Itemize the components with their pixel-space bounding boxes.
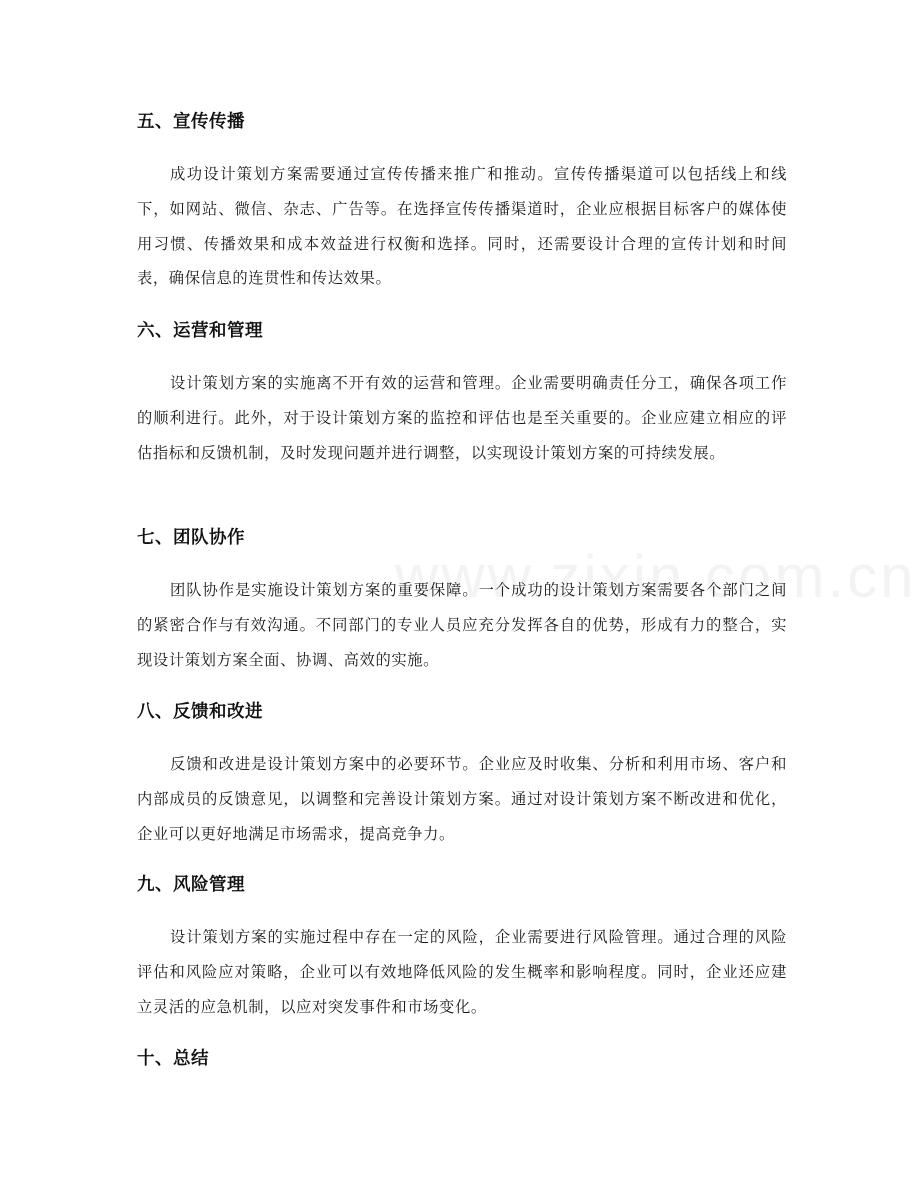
section-heading: 十、总结: [137, 1049, 209, 1069]
section-publicity: [137, 110, 787, 296]
section-heading: 五、宣传传播: [137, 112, 245, 132]
section-summary: [137, 1047, 787, 1071]
section-feedback: [137, 700, 787, 851]
section-risk: [137, 873, 787, 1024]
section-paragraph: 成功设计策划方案需要通过宣传传播来推广和推动。宣传传播渠道可以包括线上和线下，如网站、微信、杂志、广告等。在选择宣传传播渠道时，企业应根据目标客户的媒体使用习惯、传播效果和成本效益进行权衡和选择。同时，还需要设计合理的宣传计划和时间表，确保信息的连贯性和传达效果。: [137, 165, 787, 288]
section-paragraph: 设计策划方案的实施过程中存在一定的风险，企业需要进行风险管理。通过合理的风险评估和风险应对策略，企业可以有效地降低风险的发生概率和影响程度。同时，企业还应建立灵活的应急机制，以应对突发事件和市场变化。: [137, 928, 787, 1016]
section-paragraph: 设计策划方案的实施离不开有效的运营和管理。企业需要明确责任分工，确保各项工作的顺利进行。此外，对于设计策划方案的监控和评估也是至关重要的。企业应建立相应的评估指标和反馈机制，及时发现问题并进行调整，以实现设计策划方案的可持续发展。: [137, 374, 787, 462]
section-operations: [137, 319, 787, 470]
section-heading: 九、风险管理: [137, 875, 245, 895]
section-teamwork: [137, 526, 787, 677]
section-heading: 七、团队协作: [137, 528, 245, 548]
section-heading: 六、运营和管理: [137, 321, 263, 341]
section-paragraph: 反馈和改进是设计策划方案中的必要环节。企业应及时收集、分析和利用市场、客户和内部成员的反馈意见，以调整和完善设计策划方案。通过对设计策划方案不断改进和优化，企业可以更好地满足市场需求，提高竞争力。: [137, 755, 787, 843]
section-heading: 八、反馈和改进: [137, 702, 263, 722]
section-paragraph: 团队协作是实施设计策划方案的重要保障。一个成功的设计策划方案需要各个部门之间的紧密合作与有效沟通。不同部门的专业人员应充分发挥各自的优势，形成有力的整合，实现设计策划方案全面、协调、高效的实施。: [137, 581, 787, 669]
